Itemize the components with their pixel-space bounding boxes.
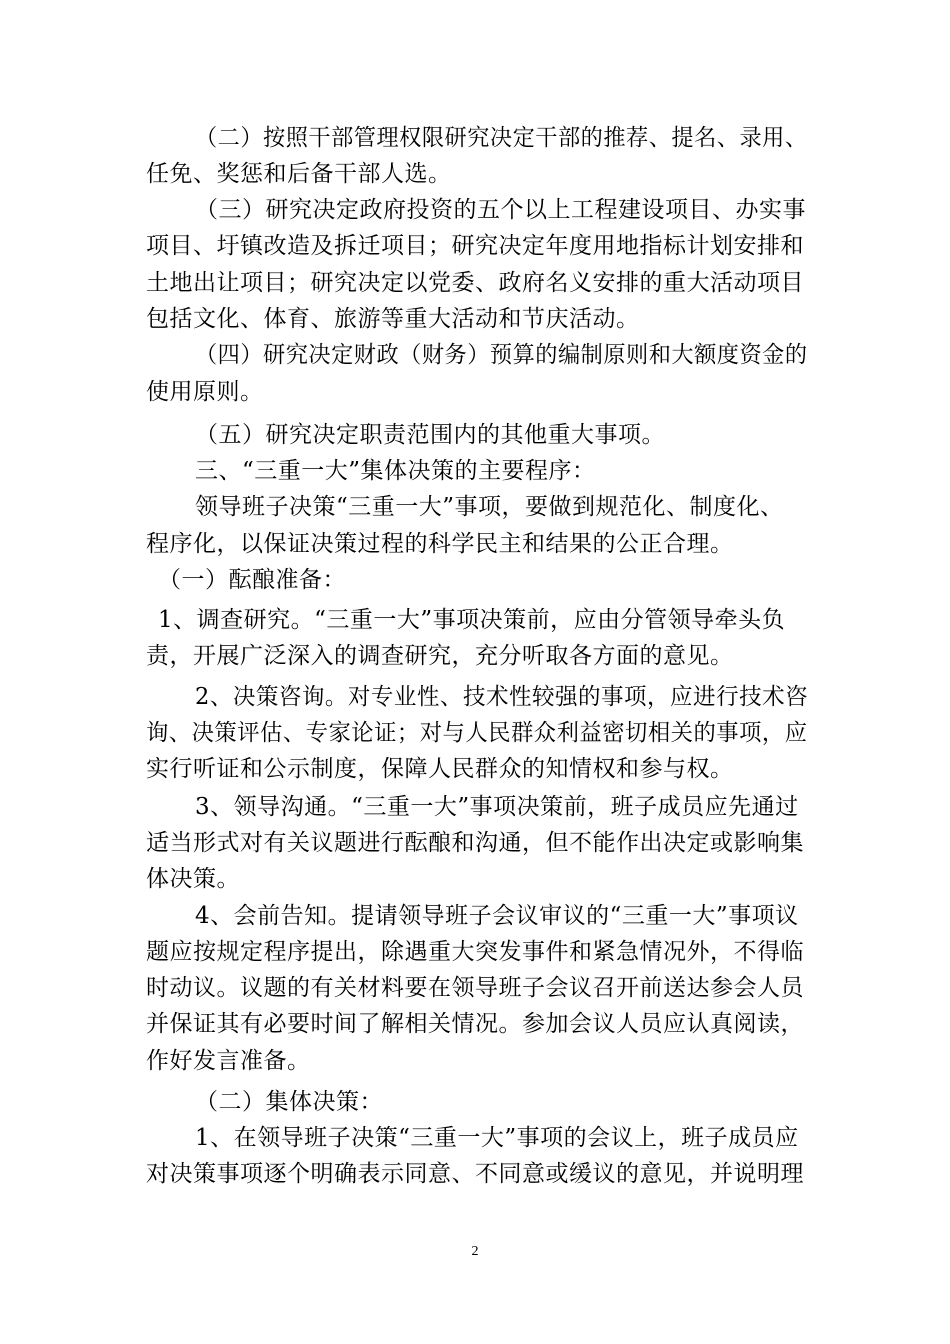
text-line: （五）研究决定职责范围内的其他重大事项。 (195, 422, 665, 448)
text-line: 任免、奖惩和后备干部人选。 (146, 161, 452, 187)
text-line: （三）研究决定政府投资的五个以上工程建设项目、办实事 (195, 197, 806, 223)
section-heading: 三、“三重一大”集体决策的主要程序： (195, 458, 596, 484)
text-line: （四）研究决定财政（财务）预算的编制原则和大额度资金的 (195, 342, 808, 368)
text-line: 实行听证和公示制度，保障人民群众的知情权和参与权。 (146, 756, 734, 782)
page-number: 2 (471, 1244, 479, 1259)
subsection-heading: （二）集体决策： (195, 1089, 383, 1115)
text-line: 包括文化、体育、旅游等重大活动和节庆活动。 (146, 306, 640, 332)
text-line: 4、会前告知。提请领导班子会议审议的“三重一大”事项议 (195, 903, 799, 929)
text-line: 程序化，以保证决策过程的科学民主和结果的公正合理。 (146, 531, 734, 557)
text-line: 作好发言准备。 (146, 1048, 311, 1074)
text-line: 使用原则。 (146, 379, 264, 405)
text-line: 时动议。议题的有关材料要在领导班子会议召开前送达参会人员 (146, 975, 804, 1001)
text-line: 责，开展广泛深入的调查研究，充分听取各方面的意见。 (146, 643, 734, 669)
text-line: 1、调查研究。“三重一大”事项决策前，应由分管领导牵头负 (158, 607, 786, 633)
text-line: 1、在领导班子决策“三重一大”事项的会议上，班子成员应 (195, 1125, 799, 1151)
text-line: 适当形式对有关议题进行酝酿和沟通，但不能作出决定或影响集 (146, 830, 804, 856)
text-line: 体决策。 (146, 866, 240, 892)
text-line: 项目、圩镇改造及拆迁项目；研究决定年度用地指标计划安排和 (146, 233, 804, 259)
text-line: 土地出让项目；研究决定以党委、政府名义安排的重大活动项目 (146, 270, 804, 296)
text-line: 题应按规定程序提出，除遇重大突发事件和紧急情况外，不得临 (146, 939, 804, 965)
text-line: 并保证其有必要时间了解相关情况。参加会议人员应认真阅读， (146, 1011, 804, 1037)
text-line: 询、决策评估、专家论证；对与人民群众利益密切相关的事项，应 (146, 720, 808, 746)
subsection-heading: （一）酝酿准备： (158, 567, 346, 593)
text-line: 2、决策咨询。对专业性、技术性较强的事项，应进行技术咨 (195, 684, 809, 710)
text-line: （二）按照干部管理权限研究决定干部的推荐、提名、录用、 (195, 125, 808, 151)
text-line: 3、领导沟通。“三重一大”事项决策前，班子成员应先通过 (195, 794, 799, 820)
text-line: 领导班子决策“三重一大”事项，要做到规范化、制度化、 (195, 494, 784, 520)
text-line: 对决策事项逐个明确表示同意、不同意或缓议的意见，并说明理 (146, 1161, 804, 1187)
